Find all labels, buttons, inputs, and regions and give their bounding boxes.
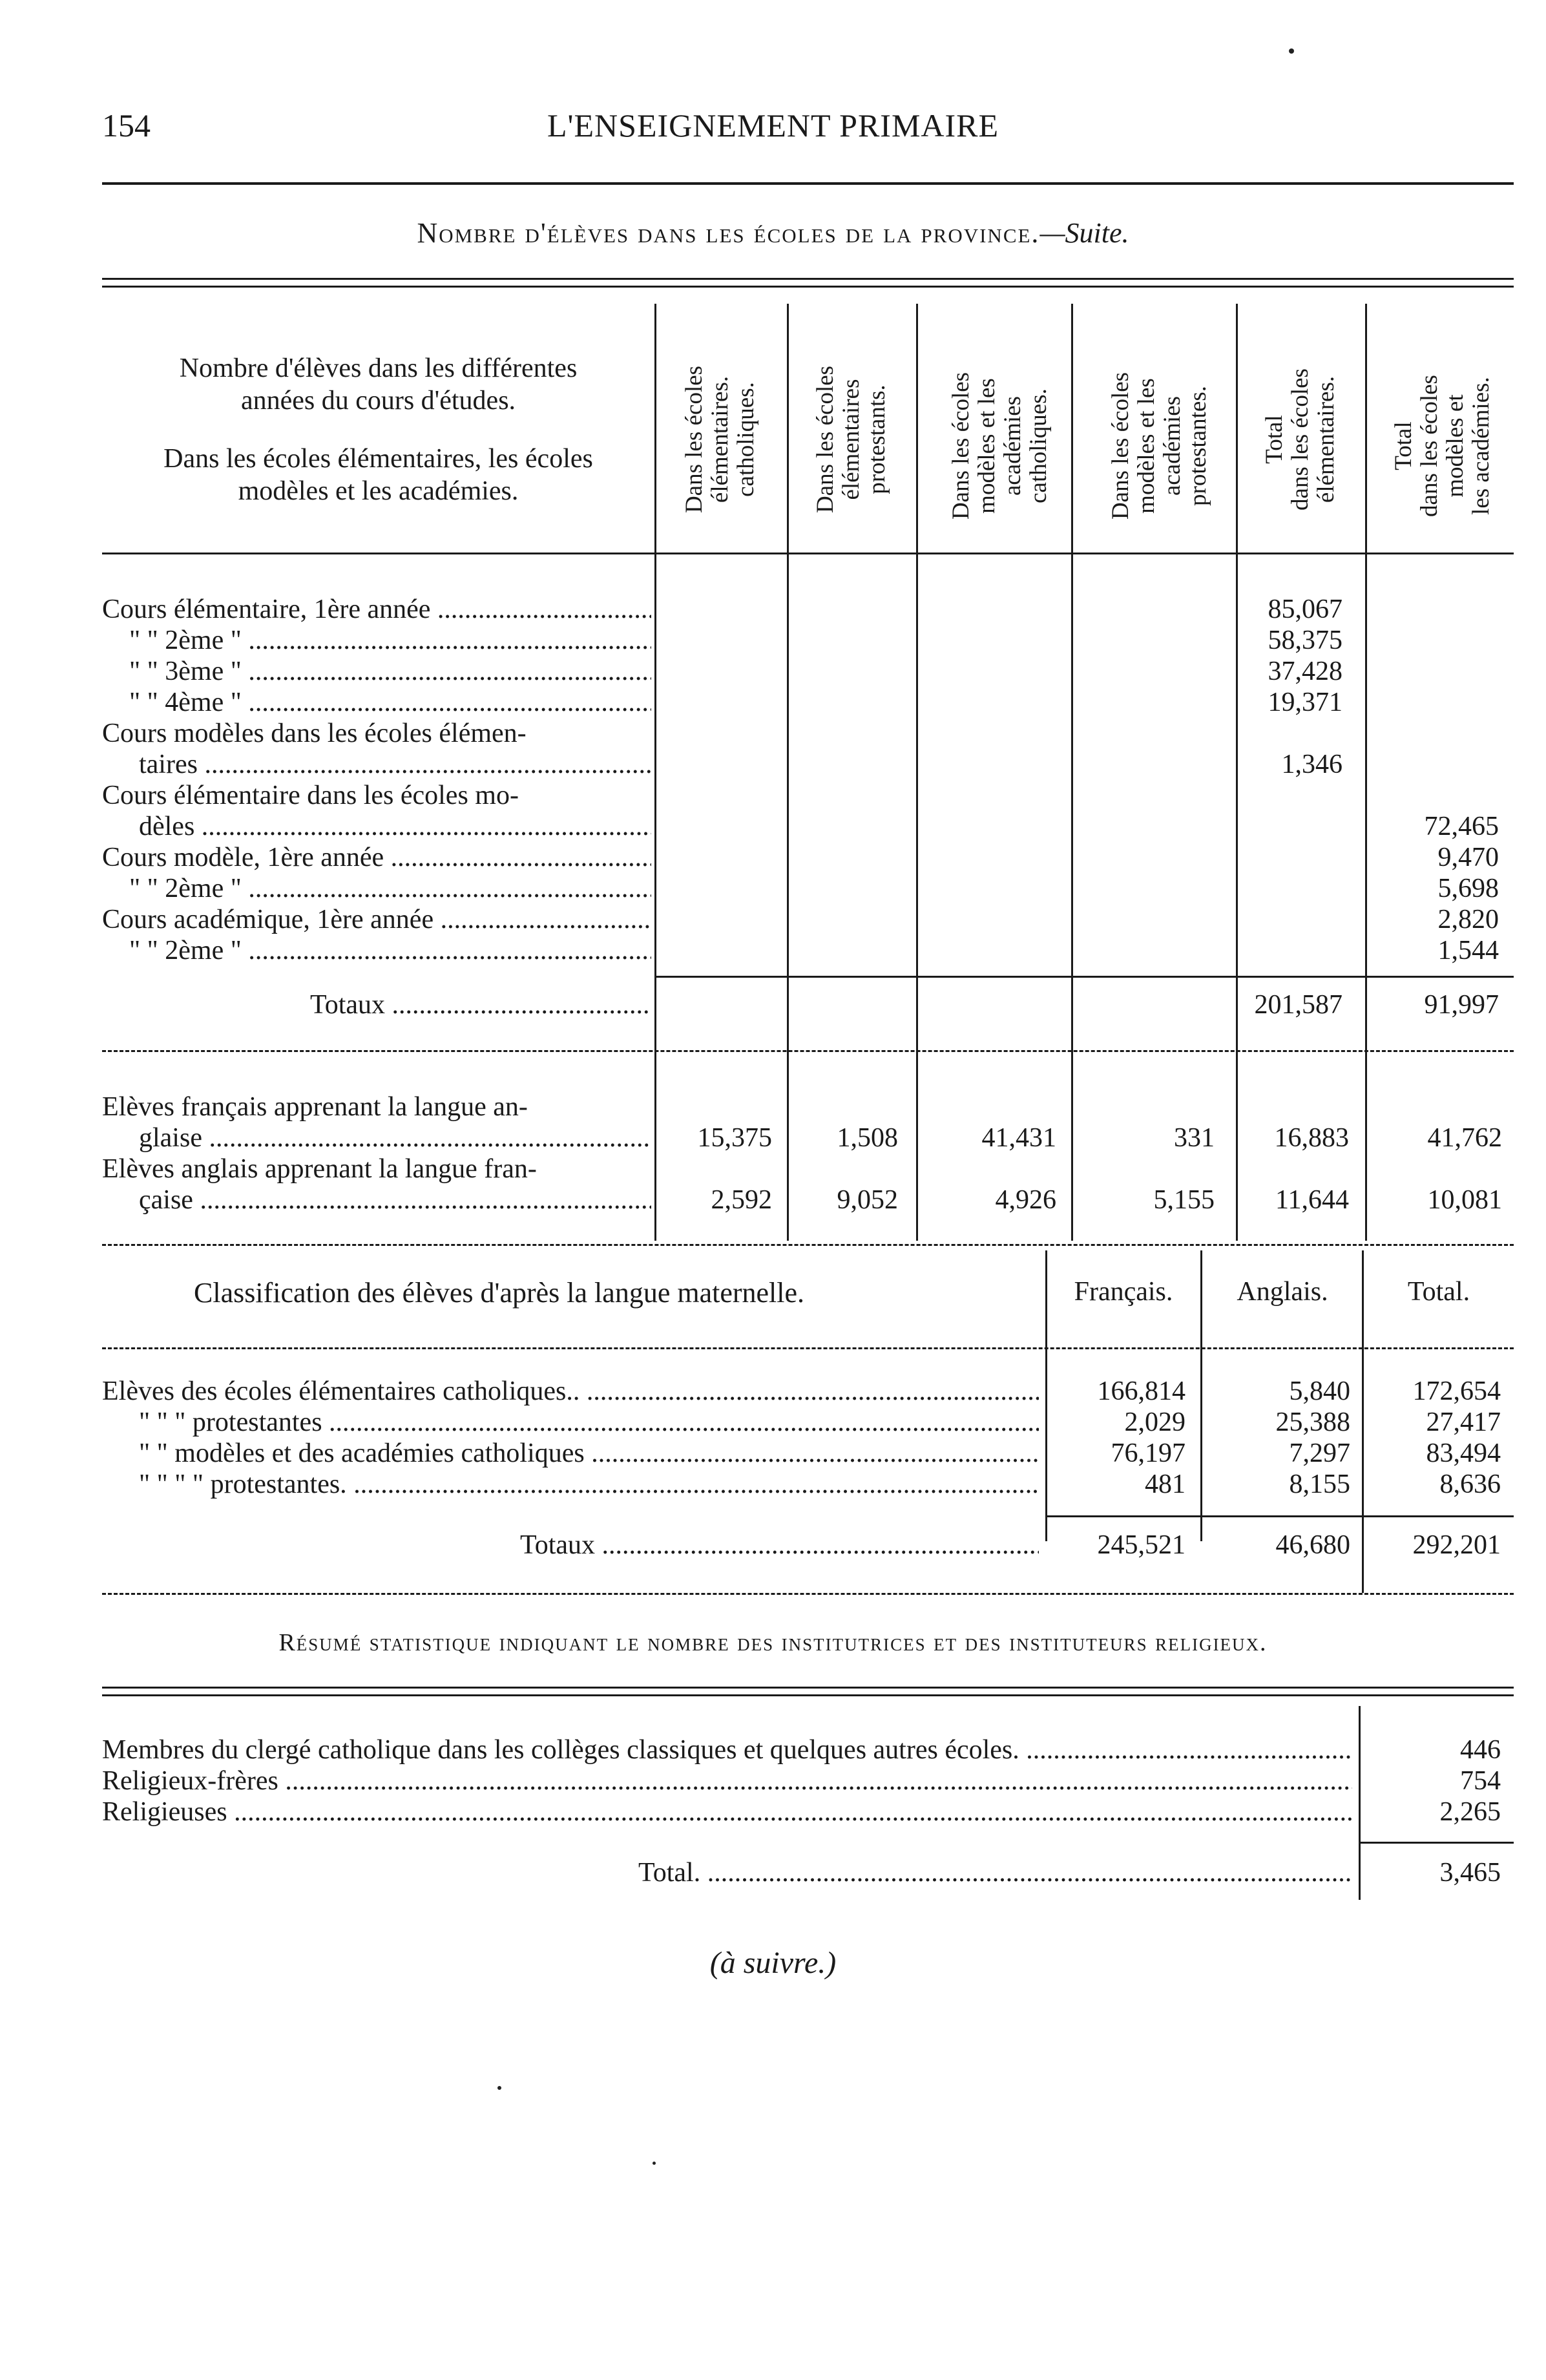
col-header-total: Total. (1407, 1277, 1470, 1307)
table-cell: 72,465 (1424, 812, 1499, 841)
table-cell: 5,698 (1437, 874, 1499, 903)
table-cell: 446 (1460, 1735, 1501, 1765)
table-cell: 25,388 (1275, 1407, 1350, 1437)
table-row-label: Cours modèle, 1ère année ..... (102, 843, 651, 872)
t2-rule-2 (1200, 1250, 1202, 1541)
table-cell: 83,494 (1426, 1438, 1501, 1468)
totals-cell: 46,680 (1275, 1530, 1350, 1560)
table-cell: 481 (1145, 1469, 1186, 1499)
table-cell: 2,592 (711, 1185, 772, 1215)
table1-title (0, 216, 1546, 249)
table-cell: 166,814 (1097, 1376, 1186, 1406)
table-row-label: " " " " protestantes. ..... (139, 1469, 1039, 1499)
print-speck (653, 2162, 656, 2165)
total-cell: 3,465 (1439, 1858, 1501, 1888)
col-rule-5 (1236, 304, 1238, 1241)
col-rule-4 (1071, 304, 1073, 1241)
print-speck (497, 2086, 501, 2090)
col-header-total-elem: Total dans les écoles élémentaires. (1261, 368, 1339, 511)
table-cell: 11,644 (1275, 1185, 1349, 1215)
table-cell: 27,417 (1426, 1407, 1501, 1437)
total-label: Total. ..... (638, 1858, 1352, 1888)
table-cell: 41,431 (981, 1123, 1056, 1153)
table1-top-rule (102, 278, 1514, 280)
stub-header-line4: modèles et les académies. (238, 476, 519, 506)
stub-header-line2: années du cours d'études. (240, 386, 516, 416)
table-cell: 1,346 (1281, 750, 1342, 779)
table-row-label-cont: taires ..... (139, 750, 651, 779)
table1-title-suffix: —Suite. (1039, 217, 1129, 249)
table3-title: Résumé statistique indiquant le nombre des institutrices et des instituteurs religieux. (278, 1629, 1268, 1656)
t3-rule (1359, 1706, 1361, 1900)
table-cell: 331 (1174, 1123, 1215, 1153)
table-cell: 58,375 (1268, 626, 1342, 655)
print-speck (1289, 48, 1294, 54)
table-cell: 172,654 (1412, 1376, 1501, 1406)
col-header-elem-prot: Dans les écoles élémentaires protestants. (812, 365, 890, 514)
table-row-label: Elèves français apprenant la langue an- (102, 1092, 528, 1122)
table3-top-rule (102, 1687, 1514, 1689)
col-header-elem-cath: Dans les écoles élémentaires. catholiques. (681, 365, 759, 514)
running-title: L'ENSEIGNEMENT PRIMAIRE (547, 107, 999, 143)
table-row-label: Religieuses ..... (102, 1797, 1352, 1827)
table-row-label: " " 2ème " ..... (129, 626, 651, 655)
table-cell: 2,820 (1437, 905, 1499, 934)
table1-bottom-rule (102, 1244, 1514, 1246)
table-cell: 8,155 (1289, 1469, 1350, 1499)
table-cell: 76,197 (1111, 1438, 1186, 1468)
table1-title-prefix: Nombre d'élèves dans les écoles de la province. (417, 217, 1040, 249)
table-row-label: Cours élémentaire, 1ère année ..... (102, 595, 651, 624)
table-row-label-cont: çaise ..... (139, 1185, 651, 1215)
table-row-label: " " 4ème " ..... (129, 688, 651, 717)
table-row-label-cont: dèles ..... (139, 812, 651, 841)
table-row-label: Elèves des écoles élémentaires catholiques.. ..... (102, 1376, 1039, 1406)
col-header-total-mod: Total dans les écoles modèles et les académies. (1390, 375, 1494, 517)
col-rule-1 (654, 304, 656, 1241)
col-header-francais: Français. (1074, 1277, 1173, 1307)
table-row-label-cont: glaise ..... (139, 1123, 651, 1153)
table-row-label: Cours académique, 1ère année ..... (102, 905, 651, 934)
totals-cell: 245,521 (1097, 1530, 1186, 1560)
table-cell: 8,636 (1439, 1469, 1501, 1499)
totals-cell: 292,201 (1412, 1530, 1501, 1560)
col-rule-2 (787, 304, 789, 1241)
totals-cell: 91,997 (1424, 990, 1499, 1020)
section-rule (102, 1050, 1514, 1052)
table-row-label: Membres du clergé catholique dans les collèges classiques et quelques autres écoles. ..... (102, 1735, 1352, 1765)
table1-header-rule (102, 553, 1514, 554)
table-cell: 2,029 (1124, 1407, 1186, 1437)
table-cell: 7,297 (1289, 1438, 1350, 1468)
stub-header-line3: Dans les écoles élémentaires, les écoles (163, 444, 593, 474)
t2-totals-rule (1045, 1515, 1514, 1517)
table2-header-rule (102, 1347, 1514, 1349)
col-header-mod-prot: Dans les écoles modèles et les académies protestantes. (1107, 372, 1211, 520)
table-cell: 85,067 (1268, 595, 1342, 624)
table1-top-rule-2 (102, 286, 1514, 288)
col-header-anglais: Anglais. (1237, 1277, 1328, 1307)
table-row-label: " " 2ème " ..... (129, 936, 651, 965)
table-cell: 5,840 (1289, 1376, 1350, 1406)
table-cell: 9,470 (1437, 843, 1499, 872)
table-row-label: Religieux-frères ..... (102, 1766, 1352, 1796)
table-cell: 10,081 (1427, 1185, 1502, 1215)
table-row-label: " " " protestantes ..... (139, 1407, 1039, 1437)
table-row-label: Cours élémentaire dans les écoles mo- (102, 781, 519, 810)
table-row-label: Cours modèles dans les écoles élémen- (102, 719, 527, 748)
table-cell: 4,926 (995, 1185, 1056, 1215)
continuation-note: (à suivre.) (709, 1946, 837, 1980)
totals-label: Totaux ..... (520, 1530, 1039, 1560)
stub-header-line1: Nombre d'élèves dans les différentes (179, 353, 578, 383)
table-row-label: " " modèles et des académies catholiques ..... (139, 1438, 1039, 1468)
col-rule-6 (1365, 304, 1367, 1241)
col-header-mod-cath: Dans les écoles modèles et les académies catholiques. (948, 372, 1052, 520)
t2-rule-3 (1362, 1250, 1364, 1593)
table-cell: 2,265 (1439, 1797, 1501, 1827)
table-cell: 15,375 (697, 1123, 772, 1153)
table-cell: 9,052 (837, 1185, 898, 1215)
totals-label: Totaux ..... (310, 990, 651, 1020)
col-rule-3 (916, 304, 918, 1241)
header-rule (102, 182, 1514, 185)
totals-cell: 201,587 (1254, 990, 1342, 1020)
table-cell: 37,428 (1268, 657, 1342, 686)
table-cell: 41,762 (1427, 1123, 1502, 1153)
table-cell: 5,155 (1153, 1185, 1215, 1215)
table2-bottom-rule (102, 1593, 1514, 1595)
table-cell: 1,508 (837, 1123, 898, 1153)
table-cell: 16,883 (1274, 1123, 1349, 1153)
table-row-label: Elèves anglais apprenant la langue fran- (102, 1154, 537, 1184)
page-number: 154 (102, 107, 151, 143)
table2-title: Classification des élèves d'après la langue maternelle. (194, 1277, 805, 1309)
totals-rule (654, 976, 1514, 978)
table-cell: 1,544 (1437, 936, 1499, 965)
t3-total-rule (1359, 1842, 1514, 1844)
table-cell: 19,371 (1268, 688, 1342, 717)
table3-top-rule-2 (102, 1694, 1514, 1696)
table-row-label: " " 3ème " ..... (129, 657, 651, 686)
table1-stub-header (102, 352, 654, 507)
table-row-label: " " 2ème " ..... (129, 874, 651, 903)
table-cell: 754 (1460, 1766, 1501, 1796)
